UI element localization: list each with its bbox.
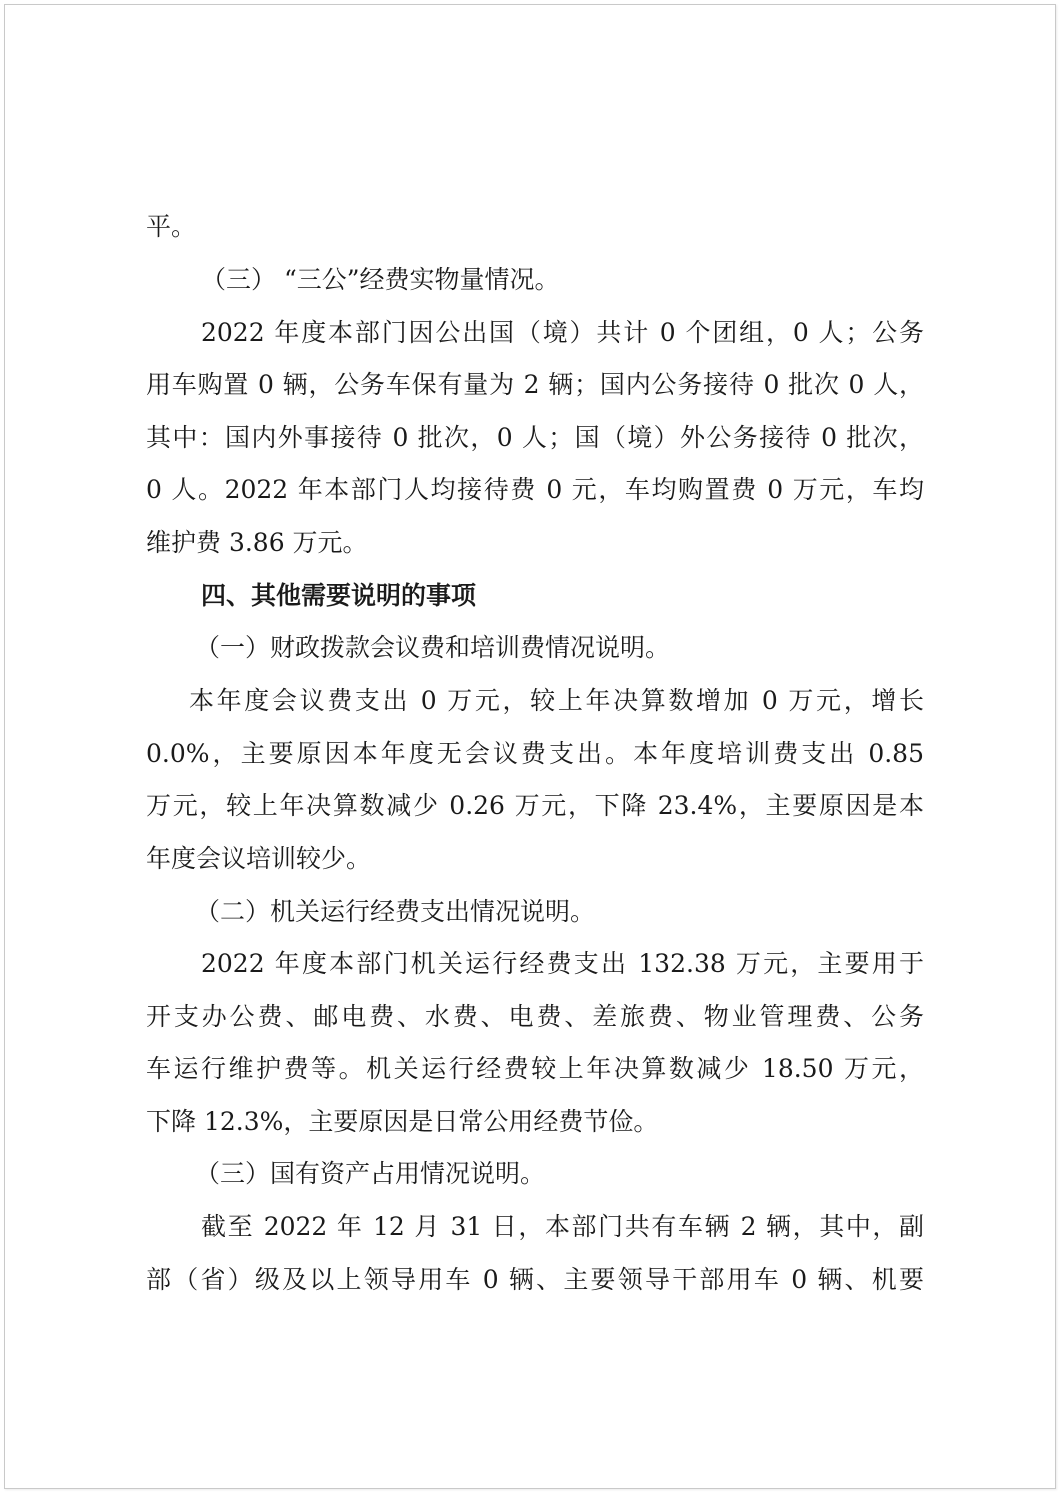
paragraph-line: 年度会议培训较少。 <box>146 844 372 873</box>
paragraph-line: 0 人。2022 年本部门人均接待费 0 元，车均购置费 0 万元，车均 <box>146 475 924 504</box>
paragraph-line: 万元，较上年决算数减少 0.26 万元，下降 23.4%，主要原因是本 <box>146 791 924 820</box>
subsection-heading: （二）机关运行经费支出情况说明。 <box>195 897 596 926</box>
paragraph-line: 维护费 3.86 万元。 <box>146 528 368 557</box>
section-heading: 四、其他需要说明的事项 <box>201 581 477 610</box>
page <box>4 4 1056 1489</box>
paragraph-line: 用车购置 0 辆，公务车保有量为 2 辆；国内公务接待 0 批次 0 人， <box>146 370 924 399</box>
paragraph-line: 本年度会议费支出 0 万元，较上年决算数增加 0 万元，增长 <box>189 686 924 715</box>
paragraph-line: 其中：国内外事接待 0 批次，0 人；国（境）外公务接待 0 批次， <box>146 423 924 452</box>
paragraph-line: 2022 年度本部门因公出国（境）共计 0 个团组，0 人；公务 <box>201 318 924 347</box>
paragraph-line: 2022 年度本部门机关运行经费支出 132.38 万元，主要用于 <box>201 949 924 978</box>
paragraph-line: 车运行维护费等。机关运行经费较上年决算数减少 18.50 万元， <box>146 1054 924 1083</box>
paragraph-line: 部（省）级及以上领导用车 0 辆、主要领导干部用车 0 辆、机要 <box>146 1265 924 1294</box>
paragraph-line: 截至 2022 年 12 月 31 日，本部门共有车辆 2 辆，其中，副 <box>201 1212 924 1241</box>
subsection-heading: （三）国有资产占用情况说明。 <box>195 1159 546 1188</box>
paragraph-line: 0.0%，主要原因本年度无会议费支出。本年度培训费支出 0.85 <box>146 739 924 768</box>
paragraph-line: 下降 12.3%，主要原因是日常公用经费节俭。 <box>146 1107 659 1136</box>
paragraph-line: 平。 <box>146 212 197 241</box>
subsection-heading: （三） “三公”经费实物量情况。 <box>201 265 560 294</box>
paragraph-line: 开支办公费、邮电费、水费、电费、差旅费、物业管理费、公务 <box>146 1002 924 1031</box>
subsection-heading: （一）财政拨款会议费和培训费情况说明。 <box>195 633 671 662</box>
